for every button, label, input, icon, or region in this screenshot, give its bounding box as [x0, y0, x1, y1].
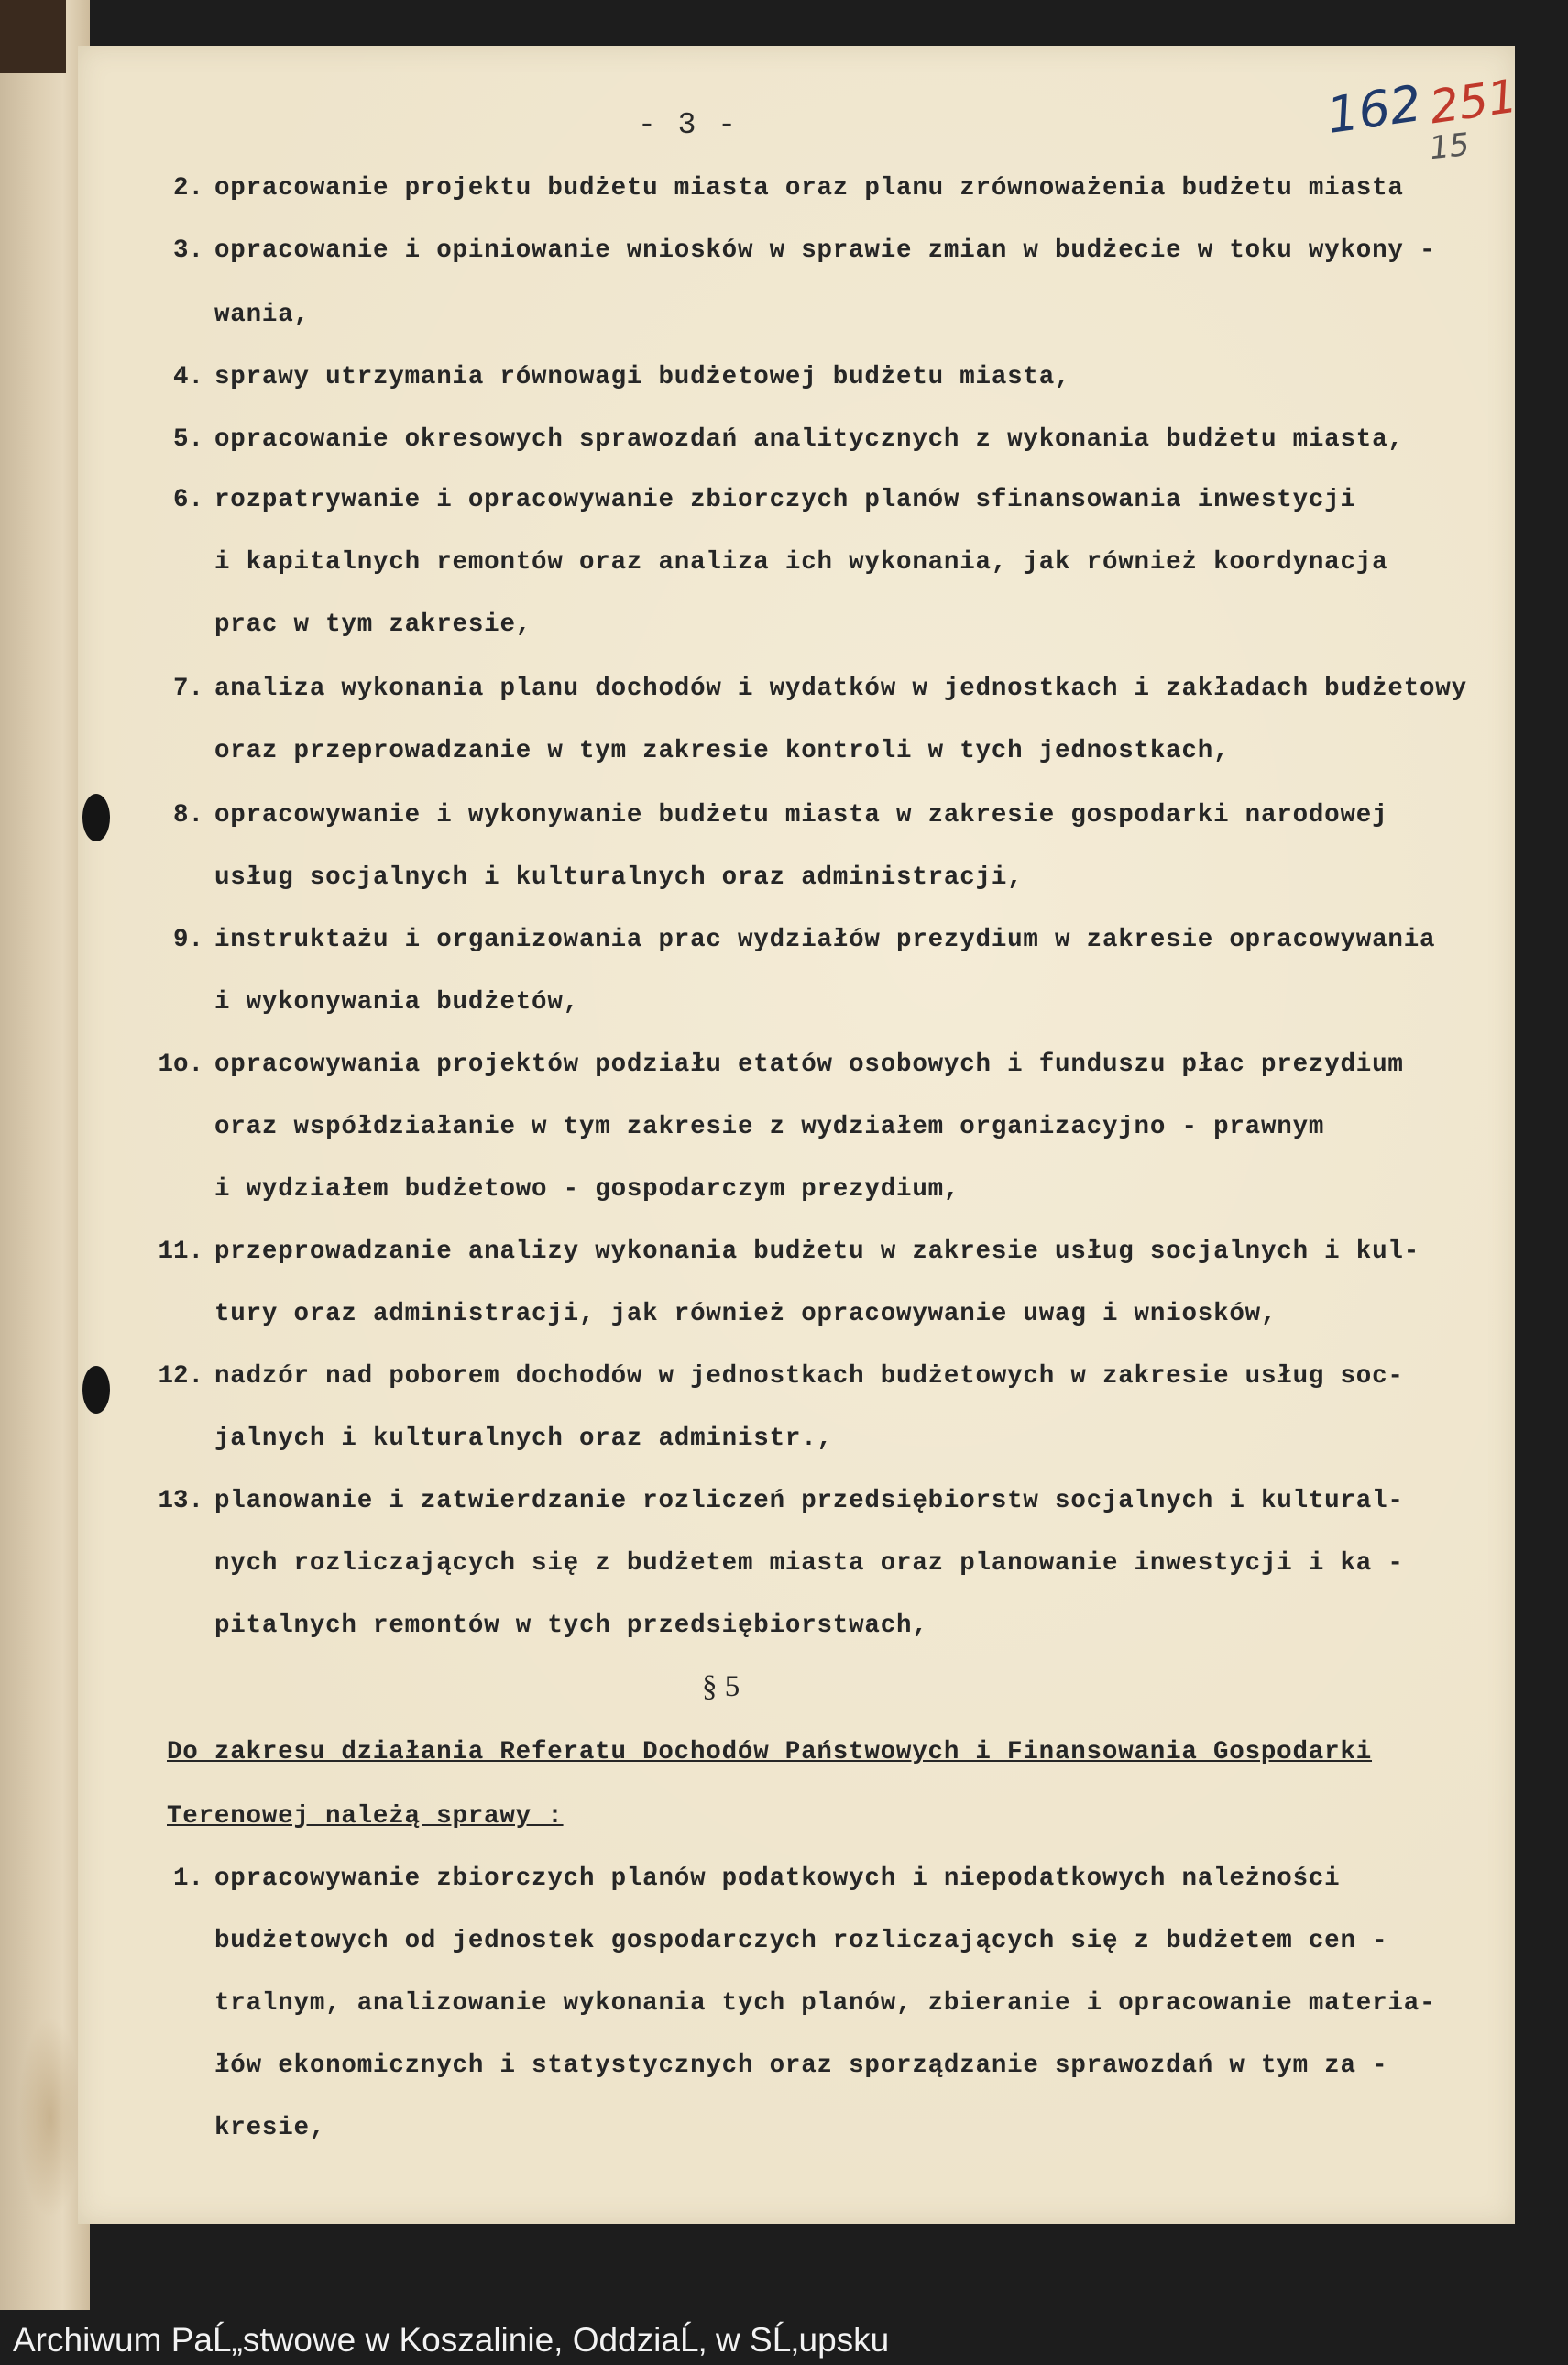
item-line: instruktażu i organizowania prac wydziałów prezydium w zakresie opracowywania — [214, 926, 1436, 954]
item-line: opracowywanie i wykonywanie budżetu miasta w zakresie gospodarki narodowej — [214, 801, 1388, 830]
section-heading-continued: Terenowej należą sprawy : — [167, 1802, 564, 1831]
item-number: 7. — [172, 675, 203, 703]
item-line: analiza wykonania planu dochodów i wydatków w jednostkach i zakładach budżetowy — [214, 675, 1467, 703]
item-line: opracowanie i opiniowanie wniosków w sprawie zmian w budżecie w toku wykony - — [214, 236, 1436, 265]
item-number: 1o. — [158, 1050, 203, 1079]
item-line: nych rozliczających się z budżetem miasta oraz planowanie inwestycji i ka - — [214, 1549, 1404, 1578]
item-line: opracowywanie zbiorczych planów podatkowych i niepodatkowych należności — [214, 1864, 1341, 1893]
paper-stain — [18, 2017, 82, 2218]
item-number: 9. — [172, 926, 203, 954]
item-number: 2. — [172, 174, 203, 203]
item-number: 5. — [172, 425, 203, 454]
item-line: usług socjalnych i kulturalnych oraz administracji, — [214, 864, 1024, 892]
item-line: łów ekonomicznych i statystycznych oraz sporządzanie sprawozdań w tym za - — [214, 2052, 1388, 2080]
item-line: budżetowych od jednostek gospodarczych rozliczających się z budżetem cen - — [214, 1927, 1388, 1955]
item-line: rozpatrywanie i opracowywanie zbiorczych planów sfinansowania inwestycji — [214, 486, 1356, 514]
item-line: prac w tym zakresie, — [214, 610, 532, 639]
item-number: 3. — [172, 236, 203, 265]
section-mark: § 5 — [702, 1670, 740, 1703]
item-line: sprawy utrzymania równowagi budżetowej budżetu miasta, — [214, 363, 1071, 391]
item-line: planowanie i zatwierdzanie rozliczeń przedsiębiorstw socjalnych i kultural- — [214, 1487, 1404, 1515]
archive-caption: Archiwum PaĹ„stwowe w Koszalinie, OddziaĹ‚ w SĹ‚upsku — [13, 2321, 890, 2359]
page-number: - 3 - — [638, 108, 739, 142]
binder-corner — [0, 0, 66, 73]
item-line: wania, — [214, 301, 310, 329]
item-number: 6. — [172, 486, 203, 514]
item-line: pitalnych remontów w tych przedsiębiorstwach, — [214, 1612, 928, 1640]
binder-edge — [0, 0, 90, 2310]
item-number: 4. — [172, 363, 203, 391]
item-number: 8. — [172, 801, 203, 830]
item-number: 12. — [158, 1362, 203, 1391]
item-line: i kapitalnych remontów oraz analiza ich wykonania, jak również koordynacja — [214, 548, 1388, 577]
item-line: opracowanie projektu budżetu miasta oraz planu zrównoważenia budżetu miasta — [214, 174, 1404, 203]
item-line: opracowanie okresowych sprawozdań analitycznych z wykonania budżetu miasta, — [214, 425, 1404, 454]
item-line: i wykonywania budżetów, — [214, 988, 579, 1017]
item-line: przeprowadzanie analizy wykonania budżetu w zakresie usług socjalnych i kul- — [214, 1238, 1420, 1266]
item-line: kresie, — [214, 2114, 326, 2142]
item-number: 11. — [158, 1238, 203, 1266]
section-heading: Do zakresu działania Referatu Dochodów Państwowych i Finansowania Gospodarki — [167, 1738, 1373, 1766]
item-line: tury oraz administracji, jak również opracowywanie uwag i wniosków, — [214, 1300, 1277, 1328]
handwritten-pencil-number: 15 — [1428, 126, 1472, 168]
item-line: nadzór nad poborem dochodów w jednostkach budżetowych w zakresie usług soc- — [214, 1362, 1404, 1391]
item-number: 13. — [158, 1487, 203, 1515]
handwritten-archive-number: 162 — [1323, 74, 1425, 145]
item-line: oraz współdziałanie w tym zakresie z wydziałem organizacyjno - prawnym — [214, 1113, 1325, 1141]
item-line: i wydziałem budżetowo - gospodarczym prezydium, — [214, 1175, 960, 1204]
item-line: jalnych i kulturalnych oraz administr., — [214, 1424, 833, 1453]
item-line: tralnym, analizowanie wykonania tych planów, zbieranie i opracowanie materia- — [214, 1989, 1436, 2018]
item-line: oraz przeprowadzanie w tym zakresie kontroli w tych jednostkach, — [214, 737, 1230, 765]
item-number: 1. — [172, 1864, 203, 1893]
handwritten-red-number: 251 — [1426, 69, 1521, 135]
item-line: opracowywania projektów podziału etatów osobowych i funduszu płac prezydium — [214, 1050, 1404, 1079]
